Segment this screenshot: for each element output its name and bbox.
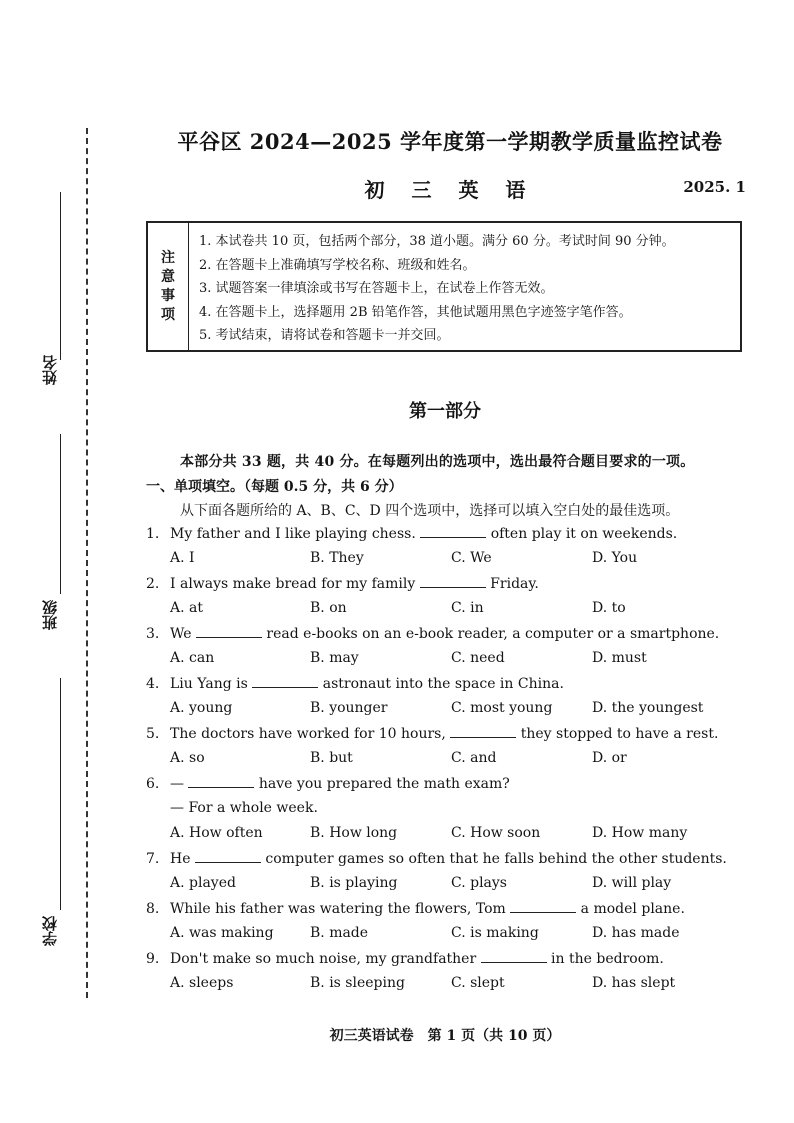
option-c: C. plays bbox=[451, 875, 507, 891]
notice-heading-char: 项 bbox=[161, 306, 175, 323]
question-stem bbox=[146, 675, 564, 692]
notice-list bbox=[189, 223, 740, 350]
option-d: D. How many bbox=[592, 825, 688, 841]
option-b: B. They bbox=[310, 550, 364, 566]
question-stem bbox=[146, 625, 719, 642]
stem-text: My father and I like playing chess. bbox=[170, 526, 421, 542]
name-write-line bbox=[60, 192, 61, 360]
exam-title: 平谷区 2024—2025 学年度第一学期教学质量监控试卷 bbox=[177, 129, 723, 154]
notice-item: 1. 本试卷共 10 页，包括两个部分，38 道小题。满分 60 分。考试时间 90 分钟。 bbox=[199, 234, 675, 249]
question-number: 3. bbox=[146, 626, 160, 642]
option-a: A. young bbox=[170, 700, 233, 716]
option-d: D. has slept bbox=[592, 975, 676, 991]
option-c: C. is making bbox=[451, 925, 539, 941]
option-a: A. can bbox=[170, 650, 215, 666]
question-stem bbox=[146, 850, 727, 867]
option-c: C. in bbox=[451, 600, 484, 616]
question-stem bbox=[146, 775, 510, 792]
question-stem bbox=[146, 525, 677, 542]
option-a: A. sleeps bbox=[170, 975, 234, 991]
notice-heading-char: 意 bbox=[161, 268, 175, 285]
question-stem bbox=[146, 950, 664, 967]
question-stem bbox=[146, 725, 718, 742]
notice-item: 2. 在答题卡上准确填写学校名称、班级和姓名。 bbox=[199, 257, 476, 273]
class-field-label: 班级 bbox=[41, 600, 59, 630]
stem-text: The doctors have worked for 10 hours, bbox=[170, 726, 451, 742]
answer-blank bbox=[195, 850, 261, 863]
question-number: 2. bbox=[146, 576, 160, 592]
option-c: C. We bbox=[451, 550, 492, 566]
option-d: D. will play bbox=[592, 875, 672, 891]
option-b: B. may bbox=[310, 650, 359, 666]
stem-text: in the bedroom. bbox=[546, 951, 664, 967]
option-b: B. is sleeping bbox=[310, 975, 405, 991]
stem-text: We bbox=[170, 626, 196, 642]
answer-blank bbox=[188, 775, 254, 788]
option-c: C. need bbox=[451, 650, 505, 666]
option-b: B. How long bbox=[310, 825, 398, 841]
answer-blank bbox=[450, 725, 516, 738]
answer-blank bbox=[196, 625, 262, 638]
option-b: B. but bbox=[310, 750, 353, 766]
class-write-line bbox=[60, 434, 61, 594]
question-stem bbox=[146, 900, 685, 917]
school-write-line bbox=[60, 678, 61, 910]
option-d: D. You bbox=[592, 550, 638, 566]
option-d: D. must bbox=[592, 650, 647, 666]
option-d: D. the youngest bbox=[592, 700, 704, 716]
binding-dashed-line bbox=[86, 128, 88, 998]
stem-text: While his father was watering the flowers, Tom bbox=[170, 901, 511, 917]
section-instruction: 从下面各题所给的 A、B、C、D 四个选项中，选择可以填入空白处的最佳选项。 bbox=[180, 503, 680, 519]
option-b: B. younger bbox=[310, 700, 388, 716]
question-number: 1. bbox=[146, 526, 160, 542]
question-number: 6. bbox=[146, 776, 160, 792]
answer-blank bbox=[420, 525, 486, 538]
page-footer: 初三英语试卷 第 1 页（共 10 页） bbox=[329, 1028, 561, 1044]
notice-heading-char: 事 bbox=[161, 287, 175, 304]
option-a: A. at bbox=[170, 600, 203, 616]
name-field-label: 姓名 bbox=[41, 355, 59, 385]
answer-blank bbox=[510, 900, 576, 913]
stem-text: Liu Yang is bbox=[170, 676, 253, 692]
question-number: 9. bbox=[146, 951, 160, 967]
notice-box bbox=[146, 221, 742, 352]
option-d: D. or bbox=[592, 750, 627, 766]
notice-heading bbox=[148, 223, 189, 350]
option-c: C. How soon bbox=[451, 825, 541, 841]
stem-text: He bbox=[170, 851, 195, 867]
option-a: A. so bbox=[170, 750, 205, 766]
question-number: 4. bbox=[146, 676, 160, 692]
stem-text: astronaut into the space in China. bbox=[318, 676, 564, 692]
option-a: A. played bbox=[170, 875, 236, 891]
stem-text: they stopped to have a rest. bbox=[516, 726, 719, 742]
option-c: C. slept bbox=[451, 975, 505, 991]
stem-text: Friday. bbox=[485, 576, 539, 592]
question-number: 8. bbox=[146, 901, 160, 917]
section-title: 一、单项填空。（每题 0.5 分，共 6 分） bbox=[146, 479, 403, 495]
stem-text: computer games so often that he falls behind the other students. bbox=[260, 851, 727, 867]
part-instruction: 本部分共 33 题，共 40 分。在每题列出的选项中，选出最符合题目要求的一项。 bbox=[180, 454, 695, 470]
question-number: 5. bbox=[146, 726, 160, 742]
dialog-reply: — For a whole week. bbox=[170, 800, 318, 816]
answer-blank bbox=[481, 950, 547, 963]
answer-blank bbox=[252, 675, 318, 688]
option-b: B. on bbox=[310, 600, 347, 616]
stem-text: read e-books on an e-book reader, a computer or a smartphone. bbox=[261, 626, 720, 642]
option-c: C. and bbox=[451, 750, 497, 766]
option-a: A. was making bbox=[170, 925, 274, 941]
stem-text: a model plane. bbox=[576, 901, 685, 917]
stem-text: often play it on weekends. bbox=[486, 526, 678, 542]
exam-date: 2025. 1 bbox=[683, 178, 746, 196]
exam-subject: 初 三 英 语 bbox=[364, 178, 536, 202]
question-stem bbox=[146, 575, 539, 592]
notice-item: 4. 在答题卡上，选择题用 2B 铅笔作答，其他试题用黑色字迹签字笔作答。 bbox=[199, 304, 632, 320]
option-d: D. to bbox=[592, 600, 626, 616]
notice-item: 3. 试题答案一律填涂或书写在答题卡上，在试卷上作答无效。 bbox=[199, 281, 554, 296]
stem-text: Don't make so much noise, my grandfather bbox=[170, 951, 481, 967]
stem-text: I always make bread for my family bbox=[170, 576, 420, 592]
school-field-label: 学校 bbox=[41, 916, 59, 946]
notice-heading-char: 注 bbox=[161, 249, 175, 266]
option-a: A. I bbox=[170, 550, 195, 566]
stem-text: — bbox=[170, 776, 189, 792]
question-number: 7. bbox=[146, 851, 160, 867]
stem-text: have you prepared the math exam? bbox=[254, 776, 510, 792]
answer-blank bbox=[420, 575, 486, 588]
option-a: A. How often bbox=[170, 825, 263, 841]
option-b: B. made bbox=[310, 925, 369, 941]
option-c: C. most young bbox=[451, 700, 553, 716]
notice-item: 5. 考试结束，请将试卷和答题卡一并交回。 bbox=[199, 328, 450, 343]
option-b: B. is playing bbox=[310, 875, 398, 891]
part-title: 第一部分 bbox=[409, 401, 481, 422]
option-d: D. has made bbox=[592, 925, 680, 941]
